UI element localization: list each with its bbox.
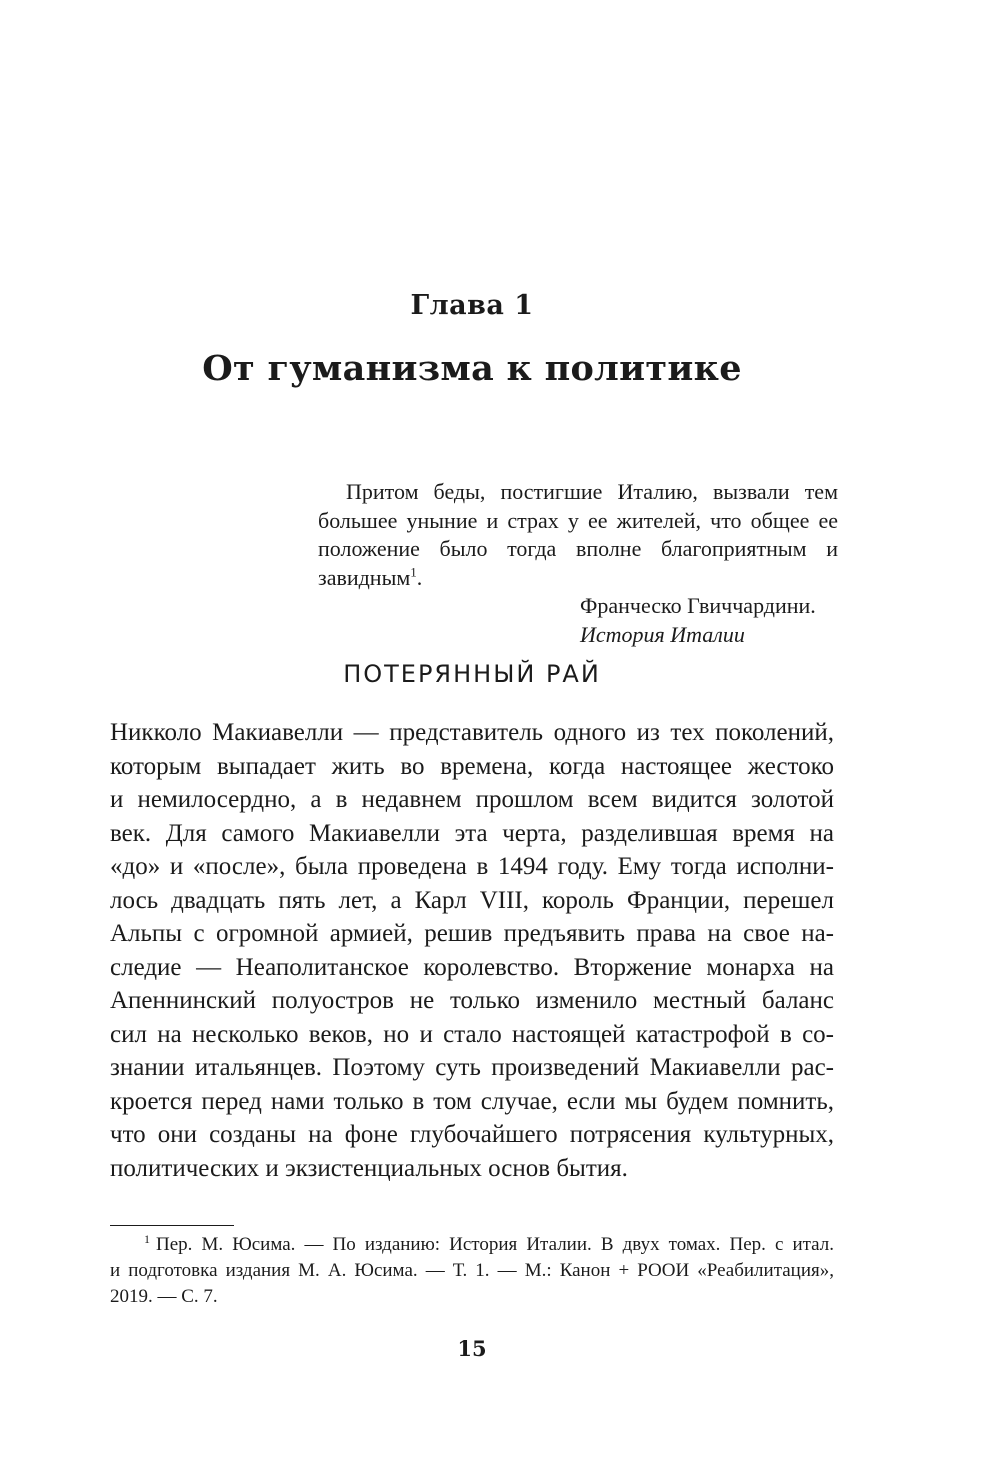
body-line: которым выпадает жить во времена, когда настоящее жестоко xyxy=(110,752,834,780)
epigraph-text: Притом беды, постигшие Италию, вызвали тем большее уныние и страх у ее жителей, что общее ее положение было тогда вполне благоприятным и завидным$^1$. xyxy=(318,479,838,590)
epigraph-author: Франческо Гвиччардини. xyxy=(580,593,816,618)
footnote-line: 2019. — С. 7. xyxy=(110,1286,218,1307)
footnote xyxy=(110,1232,834,1310)
body-line: лось двадцать пять лет, а Карл VIII, король Франции, перешел xyxy=(110,886,834,914)
footnote-divider xyxy=(110,1225,234,1226)
body-line: что они созданы на фоне глубочайшего потрясения культурных, xyxy=(110,1121,834,1148)
page-number: 15 xyxy=(457,1336,487,1361)
chapter-label: Глава 1 xyxy=(410,290,534,321)
body-line: Никколо Макиавелли — представитель одного из тех поколений, xyxy=(110,719,834,746)
body-line: сил на несколько веков, но и стало настоящей катастрофой в со- xyxy=(110,1020,834,1048)
body-line: и немилосердно, а в недавнем прошлом всем видится золотой xyxy=(110,786,834,813)
footnote-line xyxy=(110,1232,834,1258)
body-line: «до» и «после», была проведена в 1494 году. Ему тогда исполни- xyxy=(110,853,834,880)
section-title: ПОТЕРЯННЫЙ РАЙ xyxy=(343,660,601,688)
body-paragraph xyxy=(110,716,834,1185)
chapter-title: От гуманизма к политике xyxy=(202,348,742,389)
footnote-number: 1 xyxy=(144,1231,150,1246)
epigraph-footnote-ref[interactable]: 1 xyxy=(410,564,417,580)
epigraph-attribution xyxy=(318,592,838,649)
body-line: Апеннинский полуостров не только изменило местный баланс xyxy=(110,987,834,1014)
epigraph-quote: Притом беды, постигшие Италию, вызвали тем большее уныние и страх у ее жителей, что общее ее положение было тогда вполне благоприятным и завидным xyxy=(318,479,838,590)
epigraph-source: История Италии xyxy=(580,621,745,647)
body-line: Альпы с огромной армией, решив предъявить права на свое на- xyxy=(110,920,834,947)
footnote-line-text: Пер. М. Юсима. — По изданию: История Италии. В двух томах. Пер. с итал. xyxy=(156,1234,834,1255)
body-line: знании итальянцев. Поэтому суть произведений Макиавелли рас- xyxy=(110,1054,834,1081)
body-line: век. Для самого Макиавелли эта черта, разделившая время на xyxy=(110,819,834,847)
body-line: кроется перед нами только в том случае, если мы будем помнить, xyxy=(110,1087,834,1115)
body-line: следие — Неаполитанское королевство. Вторжение монарха на xyxy=(110,953,834,981)
body-line: политических и экзистенциальных основ бытия. xyxy=(110,1154,628,1182)
epigraph xyxy=(318,478,838,649)
footnote-line: и подготовка издания М. А. Юсима. — Т. 1. — М.: Канон + РООИ «Реабилитация», xyxy=(110,1260,834,1281)
